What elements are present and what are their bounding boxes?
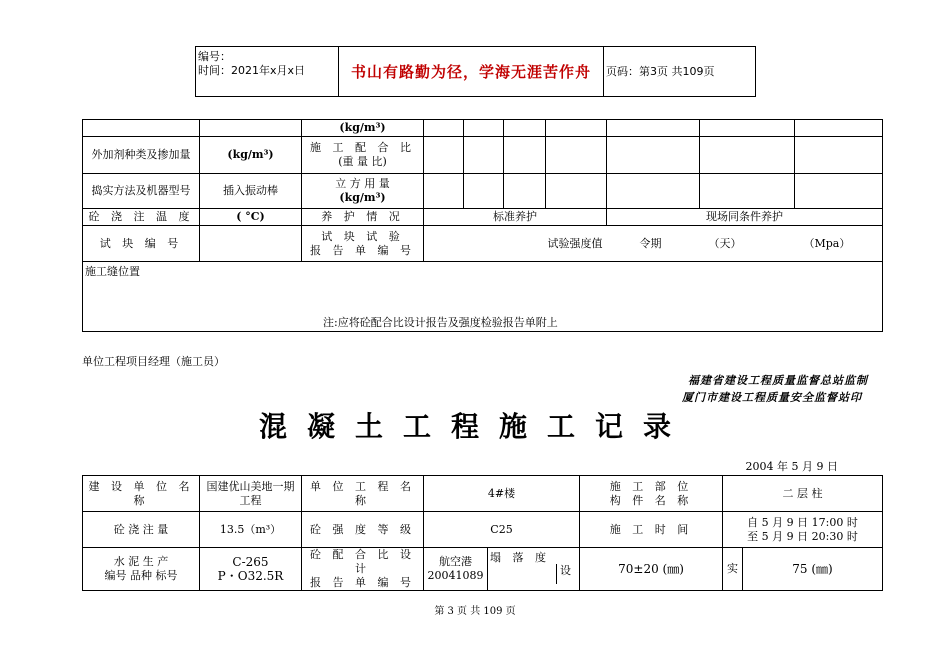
age-label: 令期	[639, 236, 662, 250]
project-value: 4#楼	[424, 476, 580, 512]
slump-cell	[488, 548, 580, 591]
builder-value: 国建优山美地一期工程	[200, 476, 302, 512]
time-from: 自 5 月 9 日 17:00 时	[747, 515, 858, 529]
curing-label: 养 护 情 况	[302, 209, 424, 226]
serial-label: 编号：	[198, 50, 231, 63]
header-page: 页码：第3页 共109页	[604, 47, 756, 97]
grade-label: 砼 强 度 等 级	[302, 512, 424, 548]
slump-design-value: 70±20 (㎜)	[580, 548, 723, 591]
cubic-label: 立 方 用 量 (kg/m³)	[302, 174, 424, 209]
mix-ratio-label: 施 工 配 合 比 (重 量 比)	[302, 137, 424, 174]
specimen-label: 试 块 编 号	[83, 226, 200, 262]
mixdesign-value: 航空港 20041089	[424, 548, 488, 591]
cement-value: C-265 P・O32.5R	[200, 548, 302, 591]
header-serial-time	[196, 47, 339, 97]
slump-design-label: 设	[556, 564, 571, 584]
pour-qty-label: 砼 浇 注 量	[83, 512, 200, 548]
admix-unit: (kg/m³)	[200, 137, 302, 174]
mpa-label: （Mpa）	[803, 236, 851, 250]
compact-value: 插入振动棒	[200, 174, 302, 209]
pour-temp-unit: ( °C)	[200, 209, 302, 226]
strength-label: 试验强度值	[547, 236, 603, 250]
joint-label: 施工缝位置	[85, 265, 140, 278]
slump-actual-label: 实	[723, 548, 743, 591]
header-box	[195, 46, 756, 97]
attachment-note: 注:应将砼配合比设计报告及强度检验报告单附上	[323, 316, 558, 329]
pour-qty-value: 13.5（m³）	[200, 512, 302, 548]
unit-row0: (kg/m³)	[302, 120, 424, 137]
time-label: 施 工 时 间	[580, 512, 723, 548]
record-title: 混凝土工程施工记录	[258, 410, 691, 443]
time-values	[723, 512, 883, 548]
mix-table	[82, 119, 883, 332]
grade-value: C25	[424, 512, 580, 548]
time-to: 至 5 月 9 日 20:30 时	[747, 529, 858, 543]
curing-standard: 标准养护	[424, 209, 607, 226]
report-label: 试 块 试 验 报 告 单 编 号	[302, 226, 424, 262]
project-label: 单 位 工 程 名 称	[302, 476, 424, 512]
time-label: 时间：2021年x月x日	[198, 64, 306, 77]
project-manager-label: 单位工程项目经理（施工员）	[82, 355, 225, 368]
record-date: 2004 年 5 月 9 日	[745, 460, 838, 473]
compact-label: 捣实方法及机器型号	[83, 174, 200, 209]
pour-temp-label: 砼 浇 注 温 度	[83, 209, 200, 226]
day-label: （天）	[708, 236, 742, 250]
supervision-org-2: 厦门市建设工程质量安全监督站印	[682, 391, 862, 404]
part-value: 二 层 柱	[723, 476, 883, 512]
header-motto: 书山有路勤为径，学海无涯苦作舟	[339, 47, 604, 97]
part-label: 施 工 部 位 构 件 名 称	[580, 476, 723, 512]
record-table	[82, 475, 883, 591]
supervision-org-1: 福建省建设工程质量监督总站监制	[688, 374, 868, 387]
joint-cell	[83, 262, 883, 332]
admix-label: 外加剂种类及掺加量	[83, 137, 200, 174]
builder-label: 建 设 单 位 名 称	[83, 476, 200, 512]
page-footer: 第 3 页 共 109 页	[434, 606, 516, 617]
slump-label: 塌 落 度	[490, 551, 550, 564]
curing-site: 现场同条件养护	[607, 209, 883, 226]
strength-cell	[546, 226, 883, 262]
cement-label: 水 泥 生 产 编号 品种 标号	[83, 548, 200, 591]
slump-actual-value: 75 (㎜)	[743, 548, 883, 591]
mixdesign-label: 砼 配 合 比 设 计 报 告 单 编 号	[302, 548, 424, 591]
